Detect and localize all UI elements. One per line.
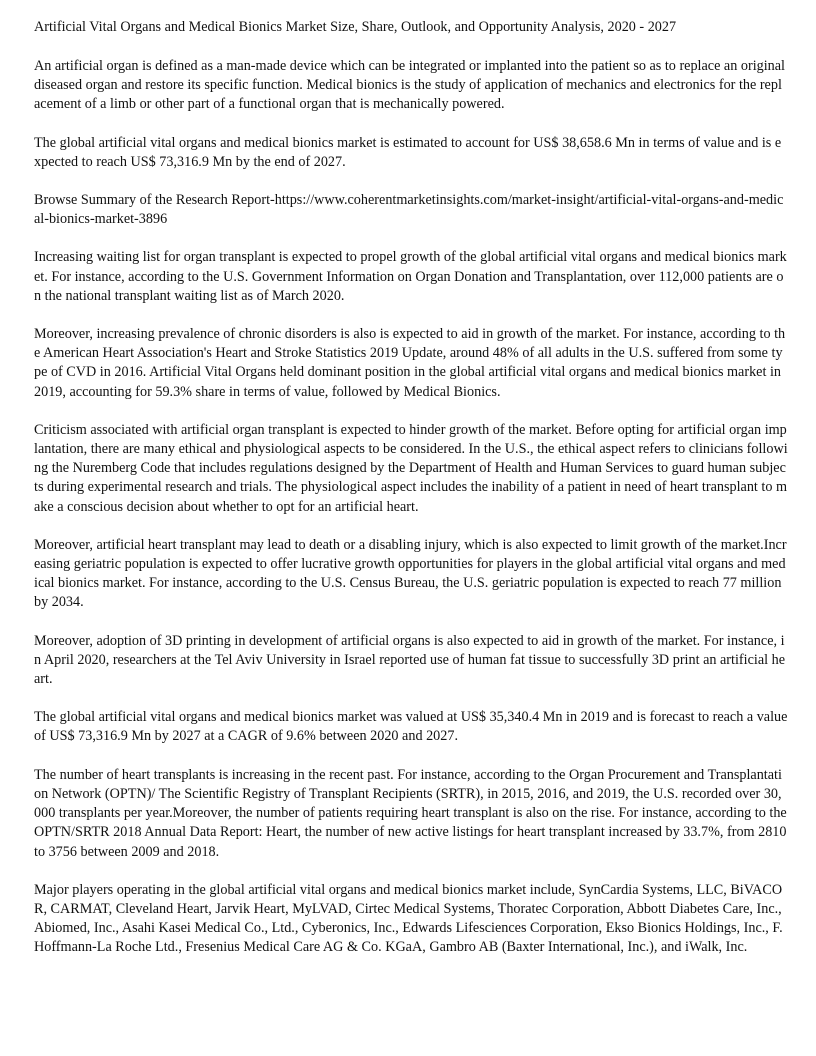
paragraph-criticism: Criticism associated with artificial organ transplant is expected to hinder growth of the market. Before opting for artificial organ implantation, there are many ethical and physiological aspects to be considered. In the U.S., the ethical aspect refers to clinicians following the Nuremberg Code that includes regulations designed by the Department of Health and Human Services to guard human subjects during experimental research and trials. The physiological aspect includes the inability of a patient in need of heart transplant to make a conscious decision about whether to opt for an artificial heart.	[34, 421, 788, 515]
paragraph-major-players: Major players operating in the global artificial vital organs and medical bionics market include, SynCardia Systems, LLC, BiVACOR, CARMAT, Cleveland Heart, Jarvik Heart, MyLVAD, Cirtec Medical Systems, Thoratec Corporation, Abbott Diabetes Care, Inc., Abiomed, Inc., Asahi Kasei Medical Co., Ltd., Cyberonics, Inc., Edwards Lifesciences Corporation, Ekso Bionics Holdings, Inc., F. Hoffmann-La Roche Ltd., Fresenius Medical Care AG & Co. KGaA, Gambro AB (Baxter International, Inc.), and iWalk, Inc.	[34, 881, 783, 956]
paragraph-3d-printing: Moreover, adoption of 3D printing in development of artificial organs is also expected to aid in growth of the market. For instance, in April 2020, researchers at the Tel Aviv University in Israel reported use of human fat tissue to successfully 3D print an artificial heart.	[34, 632, 785, 688]
paragraph-market-estimate: The global artificial vital organs and medical bionics market is estimated to account for US$ 38,658.6 Mn in terms of value and is expected to reach US$ 73,316.9 Mn by the end of 2027.	[34, 134, 782, 170]
paragraph-geriatric: Moreover, artificial heart transplant may lead to death or a disabling injury, which is also expected to limit growth of the market.Increasing geriatric population is expected to offer lucrative growth opportunities for players in the global artificial vital organs and medical bionics market. For instance, according to the U.S. Census Bureau, the U.S. geriatric population is expected to reach 77 million by 2034.	[34, 536, 787, 611]
paragraph-cagr: The global artificial vital organs and medical bionics market was valued at US$ 35,340.4 Mn in 2019 and is forecast to reach a value of US$ 73,316.9 Mn by 2027 at a CAGR of 9.6% between 2020 and 2027.	[34, 709, 788, 745]
paragraph-heart-transplants: The number of heart transplants is increasing in the recent past. For instance, according to the Organ Procurement and Transplantation Network (OPTN)/ The Scientific Registry of Transplant Recipients (SRTR), in 2015, 2016, and 2019, the U.S. recorded over 30,000 transplants per year.Moreover, the number of patients requiring heart transplant is also on the rise. For instance, according to the OPTN/SRTR 2018 Annual Data Report: Heart, the number of new active listings for heart transplant increased by 33.7%, from 2810 to 3756 between 2009 and 2018.	[34, 766, 787, 860]
document-title: Artificial Vital Organs and Medical Bionics Market Size, Share, Outlook, and Opportunity Analysis, 2020 - 2027	[34, 19, 677, 35]
paragraph-definition: An artificial organ is defined as a man-made device which can be integrated or implanted into the patient so as to replace an original diseased organ and restore its specific function. Medical bionics is the study of application of mechanics and electronics for the replacement of a limb or other part of a functional organ that is mechanically powered.	[34, 58, 786, 113]
paragraph-report-link: Browse Summary of the Research Report-https://www.coherentmarketinsights.com/market-insight/artificial-vital-organs-and-medical-bionics-market-3896	[34, 192, 784, 228]
paragraph-waiting-list: Increasing waiting list for organ transplant is expected to propel growth of the global artificial vital organs and medical bionics market. For instance, according to the U.S. Government Information on Organ Donation and Transplantation, over 112,000 patients are on the national transplant waiting list as of March 2020.	[34, 249, 787, 304]
paragraph-chronic-disorders: Moreover, increasing prevalence of chronic disorders is also is expected to aid in growth of the market. For instance, according to the American Heart Association's Heart and Stroke Statistics 2019 Update, around 48% of all adults in the U.S. suffered from some type of CVD in 2016. Artificial Vital Organs held dominant position in the global artificial vital organs and medical bionics market in 2019, accounting for 59.3% share in terms of value, followed by Medical Bionics.	[34, 326, 786, 400]
